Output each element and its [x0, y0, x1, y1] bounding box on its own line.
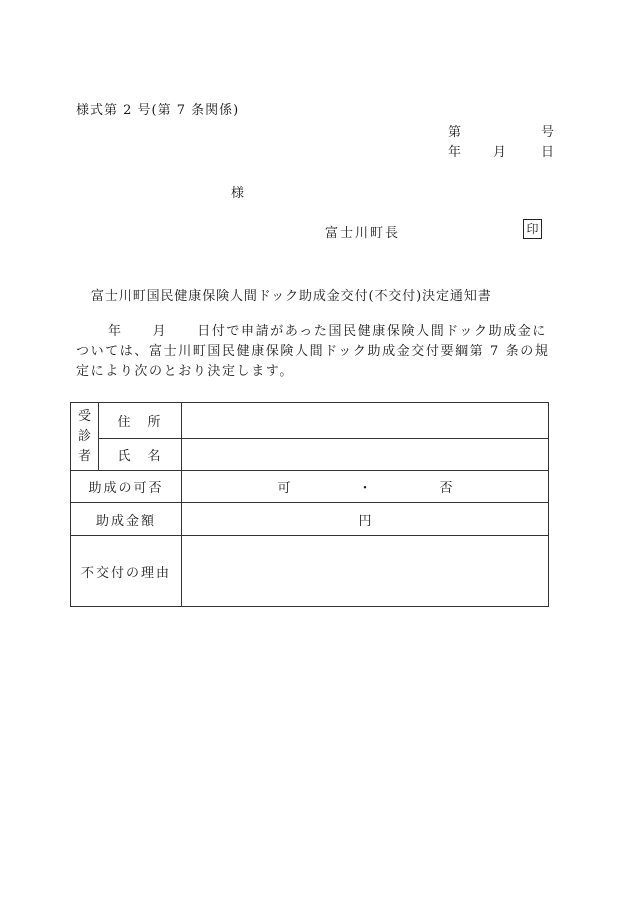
- reason-label: 不交付の理由: [71, 536, 182, 607]
- approval-yes[interactable]: 可: [277, 481, 291, 496]
- body-text: 日付で申請があった国民健康保険人間ドック助成金については、富士川町国民健康保険人間ドック助成金交付要綱第 7 条の規定により次のとおり決定します。: [76, 324, 550, 379]
- name-field[interactable]: [182, 439, 549, 471]
- addressee-honorific: 様: [231, 186, 245, 201]
- approval-options[interactable]: [182, 471, 549, 503]
- date-month: 月: [493, 145, 507, 160]
- decision-table: [70, 402, 549, 607]
- address-label: 住 所: [99, 403, 182, 439]
- seal-stamp: 印: [523, 219, 542, 239]
- amount-field[interactable]: [182, 503, 549, 536]
- document-number-suffix: 号: [541, 125, 555, 140]
- amount-unit: 円: [358, 513, 372, 529]
- form-number-label: 様式第 2 号(第 7 条関係): [76, 103, 240, 118]
- approval-separator: ・: [358, 481, 372, 496]
- document-title: 富士川町国民健康保険人間ドック助成金交付(不交付)決定通知書: [91, 289, 492, 304]
- document-body: [76, 322, 556, 382]
- date-day: 日: [541, 145, 555, 160]
- examinee-char-3: 者: [77, 448, 91, 464]
- amount-label: 助成金額: [71, 503, 182, 536]
- examinee-char-2: 診: [77, 428, 91, 444]
- approval-label: 助成の可否: [71, 471, 182, 503]
- body-year: 年: [108, 324, 123, 339]
- address-field[interactable]: [182, 403, 549, 439]
- document-number-prefix: 第: [448, 125, 462, 140]
- body-month: 月: [152, 324, 168, 339]
- issuer-title: 富士川町長: [325, 226, 401, 241]
- examinee-char-1: 受: [77, 408, 91, 424]
- date-year: 年: [448, 145, 462, 160]
- name-label: 氏 名: [99, 439, 182, 471]
- reason-field[interactable]: [182, 536, 549, 607]
- approval-no[interactable]: 否: [439, 481, 453, 496]
- examinee-label: [71, 403, 99, 471]
